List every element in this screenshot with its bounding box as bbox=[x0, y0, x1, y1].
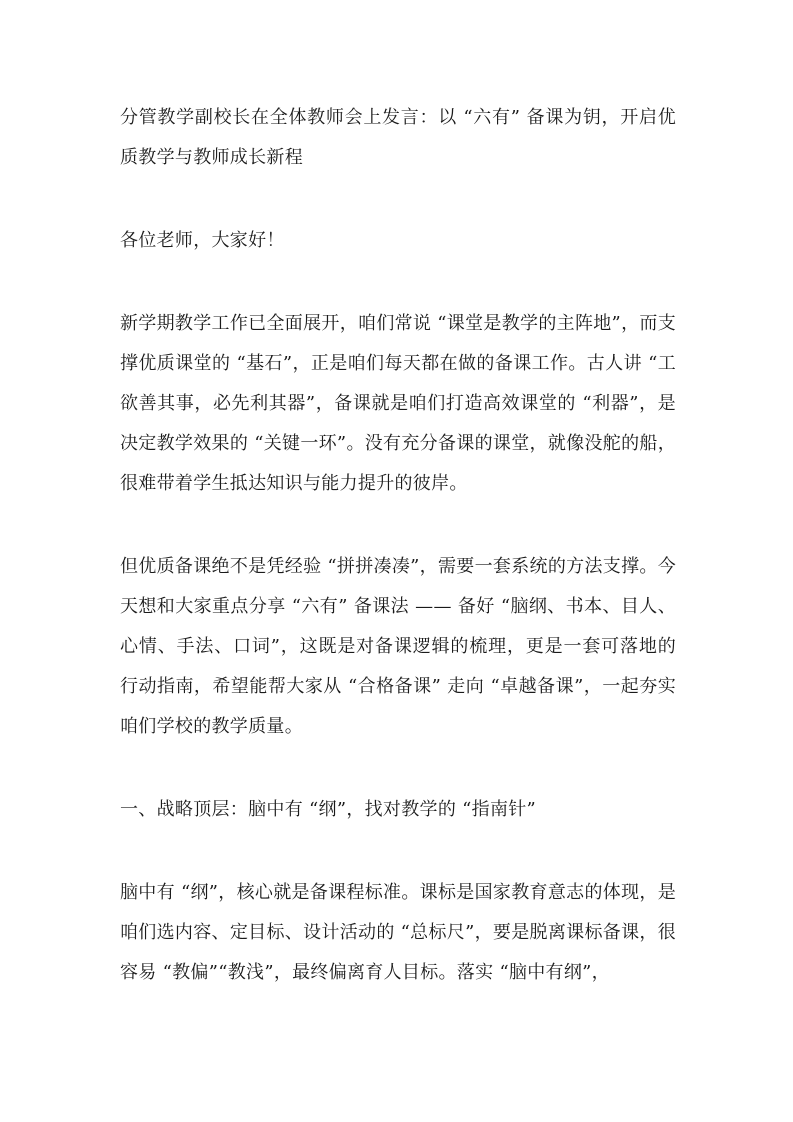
document-page bbox=[120, 98, 676, 1036]
section-1-paragraph: 脑中有 “纲”，核心就是备课程标准。课标是国家教育意志的体现，是咱们选内容、定目标、设计活动的 “总标尺”，要是脱离课标备课，很容易 “教偏”“教浅”，最终偏离育人目标。落实 “脑中有纲”， bbox=[120, 882, 676, 983]
section-heading-1: 一、战略顶层：脑中有 “纲”，找对教学的 “指南针” bbox=[120, 799, 537, 820]
body-paragraph-2: 但优质备课绝不是凭经验 “拼拼凑凑”，需要一套系统的方法支撑。今天想和大家重点分享 “六有” 备课法 —— 备好 “脑纲、书本、目人、心情、手法、口词”，这既是对备课逻辑的梳理，更是一套可落地的行动指南，希望能帮大家从 “合格备课” 走向 “卓越备课”，一起夯实咱们学校的教学质量。 bbox=[120, 556, 676, 737]
document-title: 分管教学副校长在全体教师会上发言：以 “六有” 备课为钥，开启优质教学与教师成长新程 bbox=[120, 107, 676, 168]
body-paragraph-1: 新学期教学工作已全面展开，咱们常说 “课堂是教学的主阵地”，而支撑优质课堂的 “基石”，正是咱们每天都在做的备课工作。古人讲 “工欲善其事，必先利其器”，备课就是咱们打造高效课堂的 “利器”，是决定教学效果的 “关键一环”。没有充分备课的课堂，就像没舵的船，很难带着学生抵达知识与能力提升的彼岸。 bbox=[120, 313, 676, 494]
greeting: 各位老师，大家好！ bbox=[120, 230, 285, 251]
